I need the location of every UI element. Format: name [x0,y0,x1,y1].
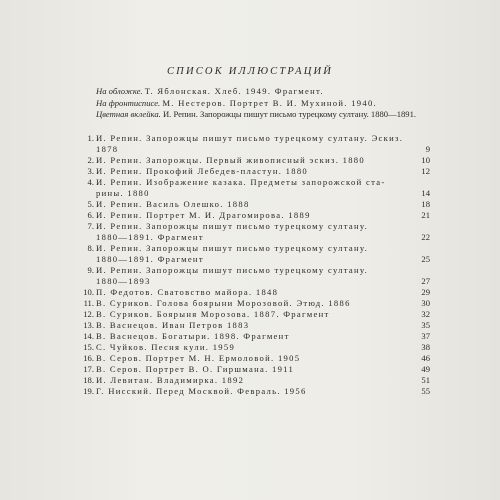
page-number: 51 [421,375,430,385]
list-item [78,320,430,331]
item-number: 11. [83,298,94,308]
item-text-line: 1878 [96,144,119,154]
list-item [78,342,430,353]
page-number: 35 [421,320,430,330]
page-title: СПИСОК ИЛЛЮСТРАЦИЙ [166,66,334,77]
front-item-text: М. Нестеров. Портрет В. И. Мухиной. 1940. [162,98,377,108]
list-item [78,309,430,320]
list-item [78,375,430,386]
item-text-line: С. Чуйков. Песня кули. 1959 [96,342,236,352]
list-item [78,210,430,221]
list-item [78,265,430,287]
item-number: 19. [83,386,94,396]
page-number: 38 [421,342,430,352]
front-item-label: Цветная вклейка. [96,109,161,119]
item-text-line: В. Серов. Портрет В. О. Гиршмана. 1911 [96,364,295,374]
front-item-cover [96,86,426,97]
item-text-line: 1880—1891. Фрагмент [96,232,204,242]
front-item-frontispiece [96,98,426,109]
page-number: 37 [421,331,430,341]
item-text-line: И. Репин. Запорожцы пишут письмо турецкому султану. [96,265,369,275]
front-item-text: Т. Яблонская. Хлеб. 1949. Фрагмент. [144,86,324,96]
item-number: 17. [83,364,94,374]
page-number: 55 [421,386,430,396]
item-text-line: И. Левитан. Владимирка. 1892 [96,375,245,385]
list-item [78,386,430,397]
list-item [78,353,430,364]
item-number: 12. [83,309,94,319]
page-number: 30 [421,298,430,308]
front-item-label: На фронтисписе. [96,98,161,108]
list-item [78,133,430,155]
page-number: 22 [421,232,430,242]
item-number: 6. [87,210,94,220]
item-text-line: П. Федотов. Сватовство майора. 1848 [96,287,279,297]
front-item-color-insert [96,109,426,120]
page-number: 18 [421,199,430,209]
page-number: 29 [421,287,430,297]
page-number: 49 [421,364,430,374]
item-text-line: И. Репин. Василь Олешко. 1888 [96,199,250,209]
item-number: 14. [83,331,94,341]
list-item [78,177,430,199]
list-item [78,199,430,210]
item-number: 5. [87,199,94,209]
list-item [78,331,430,342]
item-text-line: В. Суриков. Боярыня Морозова. 1887. Фрагмент [96,309,330,319]
page-number: 9 [425,144,430,154]
item-number: 8. [87,243,94,253]
list-item [78,287,430,298]
item-text-line: В. Серов. Портрет М. Н. Ермоловой. 1905 [96,353,301,363]
page-number: 25 [421,254,430,264]
item-number: 16. [83,353,94,363]
item-text-line: И. Репин. Запорожцы. Первый живописный эскиз. 1880 [96,155,365,165]
item-number: 13. [83,320,94,330]
list-item [78,243,430,265]
page-number: 32 [421,309,430,319]
item-text-line: В. Суриков. Голова боярыни Морозовой. Этюд. 1886 [96,298,351,308]
item-text-line: 1880—1891. Фрагмент [96,254,204,264]
page-number: 27 [421,276,430,286]
illustration-list [78,133,430,397]
list-item [78,221,430,243]
front-item-text: И. Репин. Запорожцы пишут письмо турецкому султану. 1880—1891. [162,109,417,119]
list-item [78,298,430,309]
item-text-line: И. Репин. Прокофий Лебедев-пластун. 1880 [96,166,309,176]
item-number: 18. [83,375,94,385]
item-number: 1. [87,133,94,143]
list-item [78,155,430,166]
page-number: 14 [421,188,430,198]
item-number: 15. [83,342,94,352]
item-text-line: Г. Нисский. Перед Москвой. Февраль. 1956 [96,386,307,396]
item-text-line: И. Репин. Запорожцы пишут письмо турецкому султану. Эскиз. [96,133,404,143]
item-text-line: И. Репин. Запорожцы пишут письмо турецкому султану. [96,243,369,253]
list-item [78,166,430,177]
item-text-line: И. Репин. Портрет М. И. Драгомирова. 1889 [96,210,311,220]
page-number: 12 [421,166,430,176]
page-number: 46 [421,353,430,363]
list-item [78,364,430,375]
item-text-line: В. Васнецов. Богатыри. 1898. Фрагмент [96,331,290,341]
item-number: 2. [87,155,94,165]
item-number: 9. [87,265,94,275]
item-number: 3. [87,166,94,176]
item-text-line: 1880—1893 [96,276,151,286]
page-number: 10 [421,155,430,165]
item-number: 7. [87,221,94,231]
item-text-line: рины. 1880 [96,188,150,198]
page-number: 21 [421,210,430,220]
item-text-line: И. Репин. Запорожцы пишут письмо турецкому султану. [96,221,369,231]
item-number: 4. [87,177,94,187]
item-text-line: И. Репин. Изображение казака. Предметы запорожской ста- [96,177,386,187]
front-item-label: На обложке. [96,86,143,96]
item-text-line: В. Васнецов. Иван Петров 1883 [96,320,250,330]
item-number: 10. [83,287,94,297]
